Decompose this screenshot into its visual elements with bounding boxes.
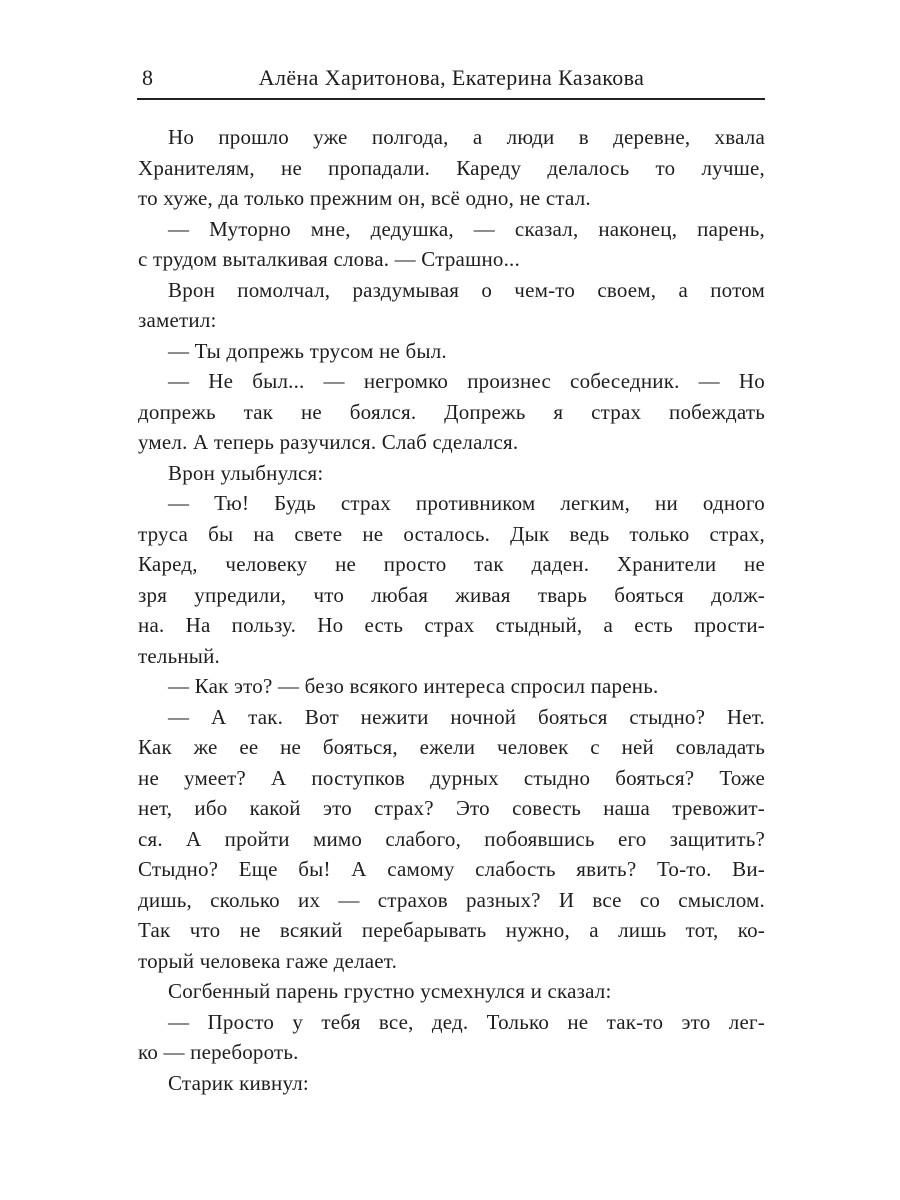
text-line: торый человека гаже делает. [138,948,398,973]
header-rule [137,98,765,100]
paragraph [138,458,765,489]
text-line: — Ты допрежь трусом не был. [168,338,447,363]
paragraph [138,336,765,367]
text-line: Старик кивнул: [168,1070,309,1095]
paragraph [138,976,765,1007]
text-line: Врон улыбнулся: [168,460,324,485]
running-head-authors: Алёна Харитонова, Екатерина Казакова [258,65,645,90]
text-line: Врон помолчал, раздумывая о чем-то своем, а потом [168,277,765,302]
paragraph [138,1068,765,1099]
text-line: допрежь так не боялся. Допрежь я страх побеждать [138,399,765,424]
text-line: Согбенный парень грустно усмехнулся и сказал: [168,979,612,1003]
text-line: не умеет? А поступков дурных стыдно бояться? Тоже [138,765,765,790]
paragraph [138,702,765,977]
text-line: Но прошло уже полгода, а люди в деревне, хвала [168,125,765,149]
paragraph [138,671,765,702]
text-line: Так что не всякий перебарывать нужно, а лишь тот, ко- [138,918,765,942]
text-line: заметил: [138,308,217,332]
text-line: — Муторно мне, дедушка, — сказал, наконец, парень, [168,216,765,241]
text-line: с трудом выталкивая слова. — Страшно... [138,247,520,271]
text-line: Хранителям, не пропадали. Кареду делалось то лучше, [138,155,765,180]
paragraph [138,275,765,336]
paragraph [138,214,765,275]
text-line: умел. А теперь разучился. Слаб сделался. [138,430,519,454]
text-line: на. На пользу. Но есть страх стыдный, а есть прости- [138,613,765,637]
text-line: Стыдно? Еще бы! А самому слабость явить? То-то. Ви- [138,857,765,881]
text-line: Как же ее не бояться, ежели человек с ней совладать [138,735,765,759]
text-line: — Тю! Будь страх противником легким, ни одного [168,491,765,515]
paragraph [138,488,765,671]
text-line: ко — перебороть. [138,1040,299,1064]
paragraph [138,1007,765,1068]
text-line: — Как это? — безо всякого интереса спросил парень. [168,674,659,698]
text-line: ся. А пройти мимо слабого, побоявшись его защитить? [138,826,765,851]
text-line: труса бы на свете не осталось. Дык ведь только страх, [138,521,765,546]
text-line: то хуже, да только прежним он, всё одно, не стал. [138,186,591,210]
paragraph [138,122,765,214]
text-line: Каред, человеку не просто так даден. Хранители не [138,552,765,576]
paragraph [138,366,765,458]
text-line: нет, ибо какой это страх? Это совесть наша тревожит- [138,796,765,820]
text-line: дишь, сколько их — страхов разных? И все со смыслом. [138,887,765,912]
text-line: — Просто у тебя все, дед. Только не так-то это лег- [168,1009,765,1034]
text-line: — А так. Вот нежити ночной бояться стыдно? Нет. [168,704,765,729]
body-text [138,122,765,1098]
text-line: зря упредили, что любая живая тварь бояться долж- [138,582,765,607]
text-line: — Не был... — негромко произнес собеседник. — Но [168,369,765,393]
page-number: 8 [142,65,153,90]
text-line: тельный. [138,643,220,668]
running-head [138,62,765,94]
